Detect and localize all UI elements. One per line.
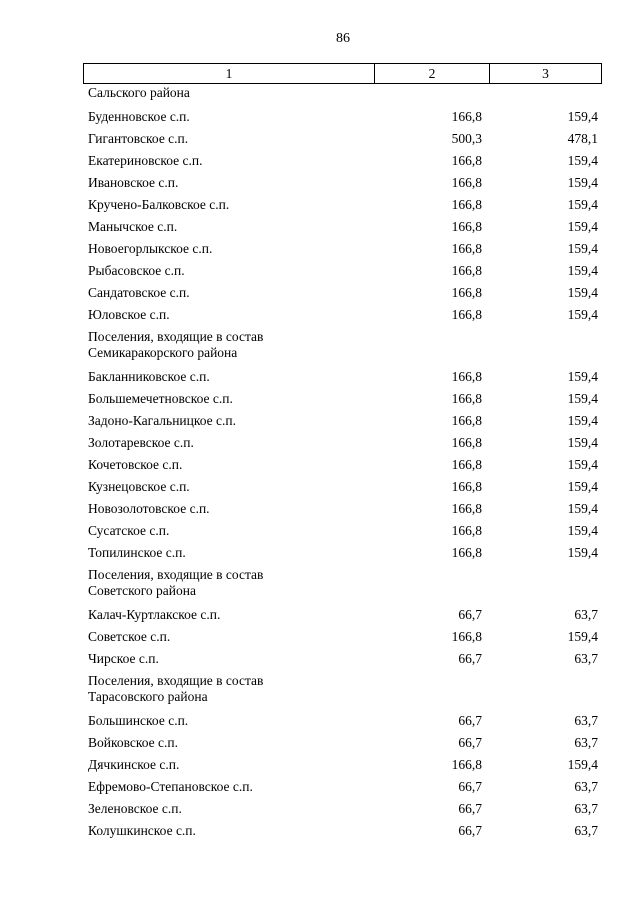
value-column-2: 66,7	[458, 801, 482, 816]
value-column-3: 159,4	[567, 241, 598, 256]
table-row	[83, 798, 602, 820]
settlement-name: Большинское с.п.	[88, 713, 189, 728]
settlement-name: Колушкинское с.п.	[88, 823, 196, 838]
value-column-2: 500,3	[451, 131, 482, 146]
table-row	[83, 776, 602, 798]
table-row	[83, 238, 602, 260]
table-row	[83, 732, 602, 754]
value-column-2: 66,7	[458, 651, 482, 666]
value-column-2: 166,8	[451, 153, 482, 168]
settlement-name: Задоно-Кагальницкое с.п.	[88, 413, 236, 428]
settlement-name: Ефремово-Степановское с.п.	[88, 779, 253, 794]
table-row	[83, 542, 602, 564]
value-column-3: 159,4	[567, 369, 598, 384]
settlement-name: Калач-Куртлакское с.п.	[88, 607, 221, 622]
settlement-name: Дячкинское с.п.	[88, 757, 180, 772]
value-column-3: 159,4	[567, 457, 598, 472]
group-heading	[83, 326, 602, 366]
settlement-name: Буденновское с.п.	[88, 109, 190, 124]
group-heading-line: Поселения, входящие в состав	[88, 567, 264, 582]
value-column-2: 66,7	[458, 779, 482, 794]
column-header-1: 1	[84, 64, 375, 83]
table-row	[83, 388, 602, 410]
value-column-3: 63,7	[574, 607, 598, 622]
table-row	[83, 432, 602, 454]
value-column-2: 166,8	[451, 435, 482, 450]
value-column-2: 166,8	[451, 629, 482, 644]
settlement-name: Манычское с.п.	[88, 219, 178, 234]
table-row	[83, 172, 602, 194]
group-heading-line: Советского района	[88, 583, 196, 598]
value-column-2: 166,8	[451, 307, 482, 322]
group-heading	[83, 84, 602, 106]
value-column-2: 66,7	[458, 713, 482, 728]
settlement-name: Сандатовское с.п.	[88, 285, 190, 300]
value-column-2: 66,7	[458, 607, 482, 622]
table-body	[83, 84, 602, 842]
table-row	[83, 282, 602, 304]
value-column-3: 159,4	[567, 501, 598, 516]
table-row	[83, 150, 602, 172]
group-heading	[83, 564, 602, 604]
table-row	[83, 194, 602, 216]
group-heading	[83, 670, 602, 710]
value-column-2: 166,8	[451, 523, 482, 538]
value-column-2: 166,8	[451, 197, 482, 212]
table-row	[83, 410, 602, 432]
settlement-name: Бакланниковское с.п.	[88, 369, 210, 384]
value-column-3: 159,4	[567, 629, 598, 644]
value-column-3: 63,7	[574, 779, 598, 794]
value-column-3: 159,4	[567, 109, 598, 124]
value-column-2: 166,8	[451, 285, 482, 300]
value-column-3: 159,4	[567, 219, 598, 234]
value-column-2: 166,8	[451, 501, 482, 516]
value-column-2: 66,7	[458, 823, 482, 838]
page-number: 86	[336, 31, 350, 46]
value-column-3: 478,1	[567, 131, 598, 146]
value-column-3: 63,7	[574, 801, 598, 816]
column-header-3: 3	[542, 66, 549, 81]
settlement-name: Кочетовское с.п.	[88, 457, 183, 472]
settlement-name: Войковское с.п.	[88, 735, 179, 750]
value-column-3: 63,7	[574, 713, 598, 728]
group-heading-line: Тарасовского района	[88, 689, 208, 704]
group-heading-line: Семикаракорского района	[88, 345, 238, 360]
table-row	[83, 754, 602, 776]
value-column-2: 166,8	[451, 457, 482, 472]
value-column-3: 159,4	[567, 479, 598, 494]
table-row	[83, 304, 602, 326]
value-column-3: 63,7	[574, 735, 598, 750]
value-column-3: 159,4	[567, 175, 598, 190]
value-column-2: 166,8	[451, 219, 482, 234]
value-column-3: 159,4	[567, 435, 598, 450]
table-row	[83, 128, 602, 150]
settlement-name: Рыбасовское с.п.	[88, 263, 185, 278]
value-column-3: 159,4	[567, 545, 598, 560]
value-column-2: 166,8	[451, 241, 482, 256]
settlement-name: Кручено-Балковское с.п.	[88, 197, 230, 212]
table-row	[83, 454, 602, 476]
value-column-3: 63,7	[574, 823, 598, 838]
table-row	[83, 626, 602, 648]
value-column-2: 166,8	[451, 391, 482, 406]
value-column-3: 159,4	[567, 263, 598, 278]
value-column-3: 63,7	[574, 651, 598, 666]
value-column-2: 166,8	[451, 263, 482, 278]
table-row	[83, 106, 602, 128]
value-column-2: 166,8	[451, 413, 482, 428]
settlement-name: Топилинское с.п.	[88, 545, 186, 560]
value-column-2: 66,7	[458, 735, 482, 750]
settlement-name: Екатериновское с.п.	[88, 153, 203, 168]
value-column-2: 166,8	[451, 175, 482, 190]
value-column-3: 159,4	[567, 523, 598, 538]
table-header	[83, 63, 602, 84]
value-column-2: 166,8	[451, 369, 482, 384]
group-heading-line: Сальского района	[88, 85, 190, 100]
value-column-3: 159,4	[567, 153, 598, 168]
table-row	[83, 710, 602, 732]
value-column-3: 159,4	[567, 197, 598, 212]
table-row	[83, 216, 602, 238]
settlement-name: Чирское с.п.	[88, 651, 159, 666]
table-row	[83, 820, 602, 842]
value-column-3: 159,4	[567, 285, 598, 300]
settlement-name: Сусатское с.п.	[88, 523, 170, 538]
value-column-2: 166,8	[451, 109, 482, 124]
value-column-2: 166,8	[451, 479, 482, 494]
group-heading-line: Поселения, входящие в состав	[88, 673, 264, 688]
settlement-name: Ивановское с.п.	[88, 175, 179, 190]
settlement-name: Большемечетновское с.п.	[88, 391, 233, 406]
value-column-3: 159,4	[567, 757, 598, 772]
value-column-3: 159,4	[567, 307, 598, 322]
settlement-name: Золотаревское с.п.	[88, 435, 194, 450]
column-header-2: 2	[375, 64, 490, 83]
table-row	[83, 476, 602, 498]
data-table	[83, 63, 602, 842]
table-row	[83, 498, 602, 520]
group-heading-line: Поселения, входящие в состав	[88, 329, 264, 344]
table-row	[83, 260, 602, 282]
settlement-name: Советское с.п.	[88, 629, 171, 644]
settlement-name: Кузнецовское с.п.	[88, 479, 190, 494]
value-column-2: 166,8	[451, 757, 482, 772]
settlement-name: Новозолотовское с.п.	[88, 501, 210, 516]
table-row	[83, 604, 602, 626]
settlement-name: Новоегорлыкское с.п.	[88, 241, 213, 256]
table-row	[83, 366, 602, 388]
settlement-name: Зеленовское с.п.	[88, 801, 182, 816]
value-column-3: 159,4	[567, 391, 598, 406]
settlement-name: Юловское с.п.	[88, 307, 170, 322]
value-column-3: 159,4	[567, 413, 598, 428]
table-row	[83, 648, 602, 670]
value-column-2: 166,8	[451, 545, 482, 560]
settlement-name: Гигантовское с.п.	[88, 131, 189, 146]
table-row	[83, 520, 602, 542]
